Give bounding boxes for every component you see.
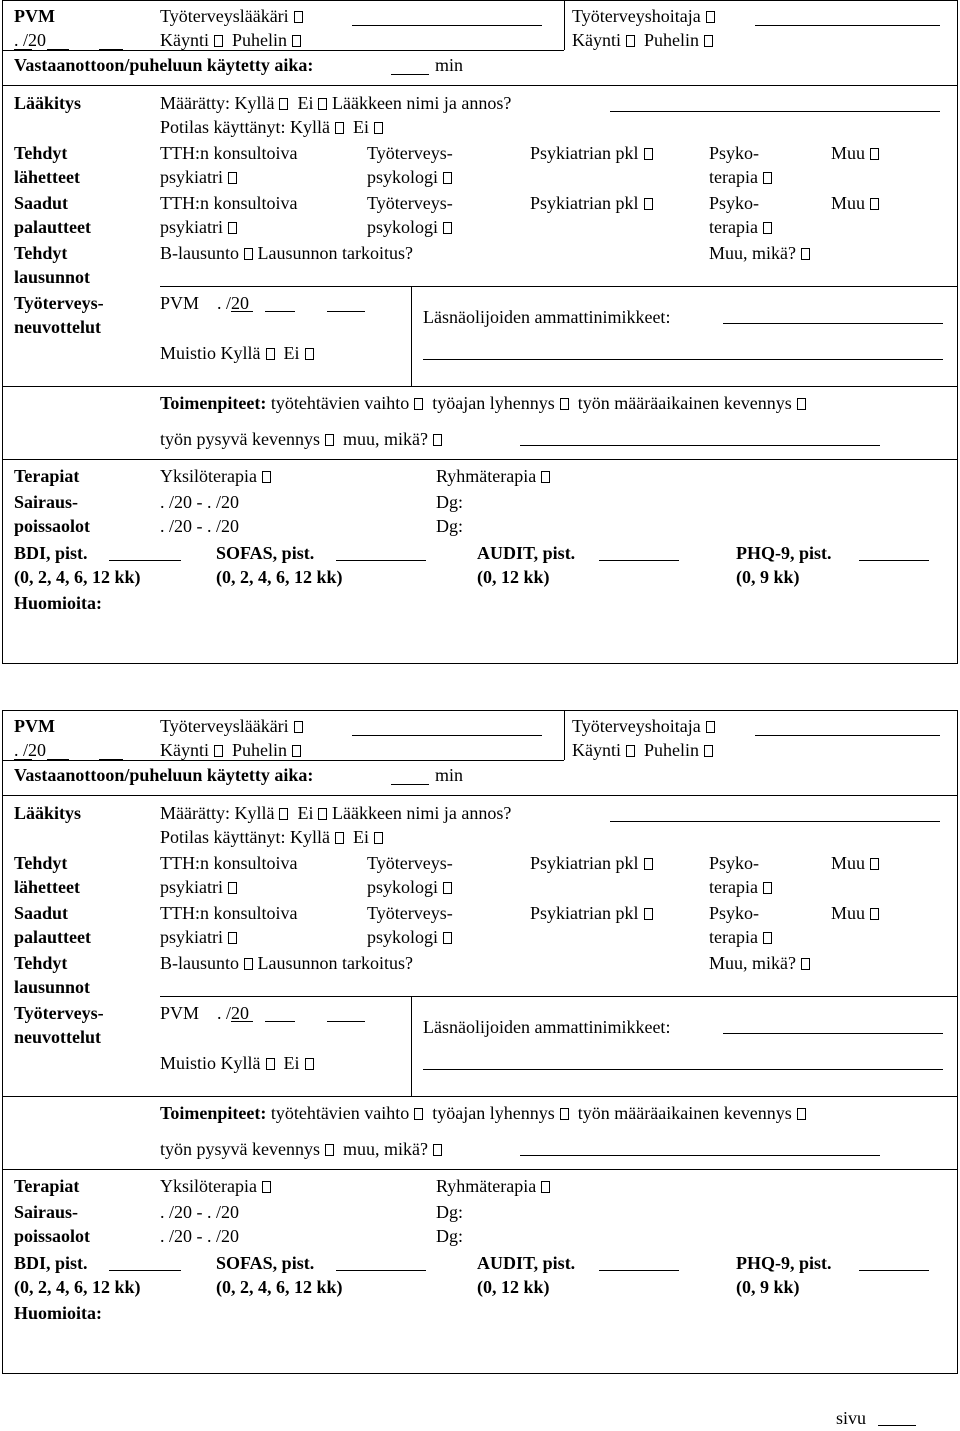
checkbox-icon[interactable] [541, 471, 550, 483]
psyko-label: Psyko- [709, 903, 760, 923]
tyoterveyshoitaja-checkbox-label[interactable]: Työterveyshoitaja [572, 4, 715, 28]
tehdyt-lausunnot-label: Tehdyt [14, 953, 68, 973]
neuv-pvm[interactable]: PVM . /20 [160, 293, 250, 313]
checkbox-icon[interactable] [797, 398, 806, 410]
yksiloterapia-checkbox[interactable]: Yksilöterapia [160, 1174, 271, 1198]
checkbox-icon[interactable] [560, 1108, 569, 1120]
bdi-range: (0, 2, 4, 6, 12 kk) [14, 567, 141, 587]
checkbox-icon[interactable] [305, 348, 314, 360]
psykiatri-checkbox[interactable]: psykiatri [160, 875, 237, 899]
form-block-1 [2, 0, 958, 664]
laakitys-label: Lääkitys [14, 93, 82, 113]
tyoterveys-label: Työterveys- [367, 903, 453, 923]
checkbox-icon[interactable] [292, 745, 301, 757]
pvm-label: PVM [14, 6, 55, 26]
checkbox-icon[interactable] [294, 721, 303, 733]
terapiat-label: Terapiat [14, 466, 80, 486]
psykologi-checkbox[interactable]: psykologi [367, 925, 452, 949]
checkbox-icon[interactable] [644, 148, 653, 160]
psyko-label: Psyko- [709, 193, 760, 213]
terapia-checkbox[interactable]: terapia [709, 875, 772, 899]
tth-konsultoiva-label: TTH:n konsultoiva [160, 143, 298, 163]
checkbox-icon[interactable] [325, 434, 334, 446]
dg-label: Dg: [436, 516, 463, 536]
muistio-row[interactable]: Muistio Kyllä Ei [160, 341, 314, 365]
checkbox-icon[interactable] [335, 122, 344, 134]
checkbox-icon[interactable] [626, 35, 635, 47]
checkbox-icon[interactable] [318, 98, 327, 110]
checkbox-icon[interactable] [706, 11, 715, 23]
tehdyt-label: Tehdyt [14, 853, 68, 873]
checkbox-icon[interactable] [443, 932, 452, 944]
tth-konsultoiva-label: TTH:n konsultoiva [160, 193, 298, 213]
checkbox-icon[interactable] [763, 882, 772, 894]
tehdyt-lausunnot-label: Tehdyt [14, 243, 68, 263]
poissaolot-label: poissaolot [14, 516, 91, 536]
checkbox-icon[interactable] [644, 908, 653, 920]
palautteet-label: palautteet [14, 927, 91, 947]
sofas-label: SOFAS, pist. [216, 1253, 315, 1273]
pvm-date[interactable]: . /20 [14, 30, 47, 50]
checkbox-icon[interactable] [644, 858, 653, 870]
psyko-label: Psyko- [709, 853, 760, 873]
sairaus-range-1[interactable]: . /20 - . /20 [160, 492, 239, 512]
checkbox-icon[interactable] [305, 1058, 314, 1070]
phq-label: PHQ-9, pist. [736, 543, 832, 563]
checkbox-icon[interactable] [294, 11, 303, 23]
b-lausunto-row[interactable]: B-lausunto Lausunnon tarkoitus? [160, 953, 413, 973]
muu-checkbox[interactable]: Muu [831, 141, 879, 165]
psykiatrian-pkl-checkbox[interactable]: Psykiatrian pkl [530, 191, 653, 215]
neuvottelut-label-2: neuvottelut [14, 317, 101, 337]
checkbox-icon[interactable] [262, 471, 271, 483]
muu-mika-checkbox[interactable]: Muu, mikä? [709, 951, 810, 975]
min-label: min [435, 55, 464, 75]
checkbox-icon[interactable] [644, 198, 653, 210]
checkbox-icon[interactable] [801, 248, 810, 260]
audit-range: (0, 12 kk) [477, 567, 550, 587]
checkbox-icon[interactable] [704, 745, 713, 757]
checkbox-icon[interactable] [797, 1108, 806, 1120]
huomioita-label: Huomioita: [14, 1303, 102, 1323]
audit-label: AUDIT, pist. [477, 543, 576, 563]
toimenpiteet-row-1[interactable]: Toimenpiteet: työtehtävien vaihto työajan lyhennys työn määräaikainen kevennys [160, 1101, 806, 1125]
sairaus-range-2[interactable]: . /20 - . /20 [160, 516, 239, 536]
potilas-kayttanyt-row[interactable]: Potilas käyttänyt: Kyllä Ei [160, 825, 383, 849]
tth-konsultoiva-label: TTH:n konsultoiva [160, 903, 298, 923]
muu-mika-checkbox[interactable]: Muu, mikä? [709, 241, 810, 265]
psykiatrian-pkl-checkbox[interactable]: Psykiatrian pkl [530, 901, 653, 925]
sivu-line[interactable] [878, 1425, 916, 1426]
terapia-checkbox[interactable]: terapia [709, 165, 772, 189]
dg-label: Dg: [436, 1202, 463, 1222]
saadut-label: Saadut [14, 193, 69, 213]
audit-label: AUDIT, pist. [477, 1253, 576, 1273]
psykologi-checkbox[interactable]: psykologi [367, 875, 452, 899]
kaynti-puhelin-hoitaja[interactable]: Käynti Puhelin [572, 738, 713, 762]
checkbox-icon[interactable] [763, 222, 772, 234]
tyoterveys-label: Työterveys- [367, 853, 453, 873]
checkbox-icon[interactable] [244, 248, 253, 260]
checkbox-icon[interactable] [870, 148, 879, 160]
checkbox-icon[interactable] [626, 745, 635, 757]
sofas-label: SOFAS, pist. [216, 543, 315, 563]
checkbox-icon[interactable] [266, 1058, 275, 1070]
tyoterveyshoitaja-checkbox-label[interactable]: Työterveyshoitaja [572, 714, 715, 738]
saadut-label: Saadut [14, 903, 69, 923]
lausunnot-label: lausunnot [14, 267, 91, 287]
tehdyt-label: Tehdyt [14, 143, 68, 163]
checkbox-icon[interactable] [228, 882, 237, 894]
checkbox-icon[interactable] [374, 832, 383, 844]
b-lausunto-row[interactable]: B-lausunto Lausunnon tarkoitus? [160, 243, 413, 263]
min-label: min [435, 765, 464, 785]
checkbox-icon[interactable] [443, 882, 452, 894]
checkbox-icon[interactable] [433, 434, 442, 446]
sofas-range: (0, 2, 4, 6, 12 kk) [216, 567, 343, 587]
palautteet-label: palautteet [14, 217, 91, 237]
checkbox-icon[interactable] [292, 35, 301, 47]
checkbox-icon[interactable] [214, 35, 223, 47]
huomioita-label: Huomioita: [14, 593, 102, 613]
kaynti-puhelin-hoitaja[interactable]: Käynti Puhelin [572, 28, 713, 52]
checkbox-icon[interactable] [414, 1108, 423, 1120]
dg-label: Dg: [436, 492, 463, 512]
kaynti-puhelin-laakari[interactable]: Käynti Puhelin [160, 28, 301, 52]
tyoterveyslaakari-checkbox-label[interactable]: Työterveyslääkäri [160, 714, 303, 738]
sofas-range: (0, 2, 4, 6, 12 kk) [216, 1277, 343, 1297]
pvm-date[interactable]: . /20 [14, 740, 47, 760]
checkbox-icon[interactable] [763, 172, 772, 184]
maaratty-row[interactable]: Määrätty: Kyllä Ei Lääkkeen nimi ja annos? [160, 93, 512, 113]
checkbox-icon[interactable] [870, 198, 879, 210]
lasnaolijoiden-label: Läsnäolijoiden ammattinimikkeet: [423, 1017, 671, 1037]
vastaanotto-label: Vastaanottoon/puheluun käytetty aika: [14, 765, 314, 785]
page-footer [836, 1406, 866, 1430]
bdi-label: BDI, pist. [14, 543, 88, 563]
bdi-label: BDI, pist. [14, 1253, 88, 1273]
poissaolot-label: poissaolot [14, 1226, 91, 1246]
lasnaolijoiden-label: Läsnäolijoiden ammattinimikkeet: [423, 307, 671, 327]
checkbox-icon[interactable] [266, 348, 275, 360]
potilas-kayttanyt-row[interactable]: Potilas käyttänyt: Kyllä Ei [160, 115, 383, 139]
ryhmaterapia-checkbox[interactable]: Ryhmäterapia [436, 464, 550, 488]
toimenpiteet-row-1[interactable]: Toimenpiteet: työtehtävien vaihto työajan lyhennys työn määräaikainen kevennys [160, 391, 806, 415]
checkbox-icon[interactable] [318, 808, 327, 820]
laakitys-label: Lääkitys [14, 803, 82, 823]
sairaus-label: Sairaus- [14, 492, 79, 512]
ryhmaterapia-checkbox[interactable]: Ryhmäterapia [436, 1174, 550, 1198]
psykologi-checkbox[interactable]: psykologi [367, 165, 452, 189]
checkbox-icon[interactable] [335, 832, 344, 844]
sairaus-label: Sairaus- [14, 1202, 79, 1222]
neuv-pvm[interactable]: PVM . /20 [160, 1003, 250, 1023]
tth-konsultoiva-label: TTH:n konsultoiva [160, 853, 298, 873]
checkbox-icon[interactable] [414, 398, 423, 410]
vastaanotto-label: Vastaanottoon/puheluun käytetty aika: [14, 55, 314, 75]
tyoterveys-label: Työterveys- [367, 143, 453, 163]
checkbox-icon[interactable] [870, 908, 879, 920]
muu-checkbox[interactable]: Muu [831, 191, 879, 215]
sivu-label: sivu [836, 1408, 867, 1428]
checkbox-icon[interactable] [262, 1181, 271, 1193]
psykiatri-checkbox[interactable]: psykiatri [160, 215, 237, 239]
checkbox-icon[interactable] [704, 35, 713, 47]
lahetteet-label: lähetteet [14, 167, 80, 187]
phq-range: (0, 9 kk) [736, 1277, 800, 1297]
sairaus-range-2[interactable]: . /20 - . /20 [160, 1226, 239, 1246]
sairaus-range-1[interactable]: . /20 - . /20 [160, 1202, 239, 1222]
kaynti-puhelin-laakari[interactable]: Käynti Puhelin [160, 738, 301, 762]
checkbox-icon[interactable] [228, 932, 237, 944]
checkbox-icon[interactable] [228, 172, 237, 184]
phq-label: PHQ-9, pist. [736, 1253, 832, 1273]
checkbox-icon[interactable] [443, 172, 452, 184]
psykiatri-checkbox[interactable]: psykiatri [160, 925, 237, 949]
terapiat-label: Terapiat [14, 1176, 80, 1196]
lausunnot-label: lausunnot [14, 977, 91, 997]
bdi-range: (0, 2, 4, 6, 12 kk) [14, 1277, 141, 1297]
yksiloterapia-checkbox[interactable]: Yksilöterapia [160, 464, 271, 488]
phq-range: (0, 9 kk) [736, 567, 800, 587]
muu-checkbox[interactable]: Muu [831, 851, 879, 875]
tyoterveyslaakari-checkbox-label[interactable]: Työterveyslääkäri [160, 4, 303, 28]
neuvottelut-label-1: Työterveys- [14, 1003, 104, 1023]
psykologi-checkbox[interactable]: psykologi [367, 215, 452, 239]
terapia-checkbox[interactable]: terapia [709, 215, 772, 239]
checkbox-icon[interactable] [870, 858, 879, 870]
psyko-label: Psyko- [709, 143, 760, 163]
checkbox-icon[interactable] [214, 745, 223, 757]
neuvottelut-label-2: neuvottelut [14, 1027, 101, 1047]
checkbox-icon[interactable] [279, 98, 288, 110]
psykiatri-checkbox[interactable]: psykiatri [160, 165, 237, 189]
audit-range: (0, 12 kk) [477, 1277, 550, 1297]
maaratty-row[interactable]: Määrätty: Kyllä Ei Lääkkeen nimi ja annos? [160, 803, 512, 823]
muistio-row[interactable]: Muistio Kyllä Ei [160, 1051, 314, 1075]
terapia-checkbox[interactable]: terapia [709, 925, 772, 949]
checkbox-icon[interactable] [244, 958, 253, 970]
muu-checkbox[interactable]: Muu [831, 901, 879, 925]
toimenpiteet-row-2[interactable]: työn pysyvä kevennys muu, mikä? [160, 1137, 442, 1161]
tyoterveys-label: Työterveys- [367, 193, 453, 213]
checkbox-icon[interactable] [560, 398, 569, 410]
psykiatrian-pkl-checkbox[interactable]: Psykiatrian pkl [530, 141, 653, 165]
checkbox-icon[interactable] [706, 721, 715, 733]
checkbox-icon[interactable] [443, 222, 452, 234]
neuvottelut-label-1: Työterveys- [14, 293, 104, 313]
checkbox-icon[interactable] [763, 932, 772, 944]
dg-label: Dg: [436, 1226, 463, 1246]
checkbox-icon[interactable] [433, 1144, 442, 1156]
checkbox-icon[interactable] [228, 222, 237, 234]
checkbox-icon[interactable] [541, 1181, 550, 1193]
psykiatrian-pkl-checkbox[interactable]: Psykiatrian pkl [530, 851, 653, 875]
toimenpiteet-row-2[interactable]: työn pysyvä kevennys muu, mikä? [160, 427, 442, 451]
lahetteet-label: lähetteet [14, 877, 80, 897]
pvm-label: PVM [14, 716, 55, 736]
checkbox-icon[interactable] [325, 1144, 334, 1156]
checkbox-icon[interactable] [801, 958, 810, 970]
checkbox-icon[interactable] [374, 122, 383, 134]
checkbox-icon[interactable] [279, 808, 288, 820]
form-block-2 [2, 710, 958, 1374]
